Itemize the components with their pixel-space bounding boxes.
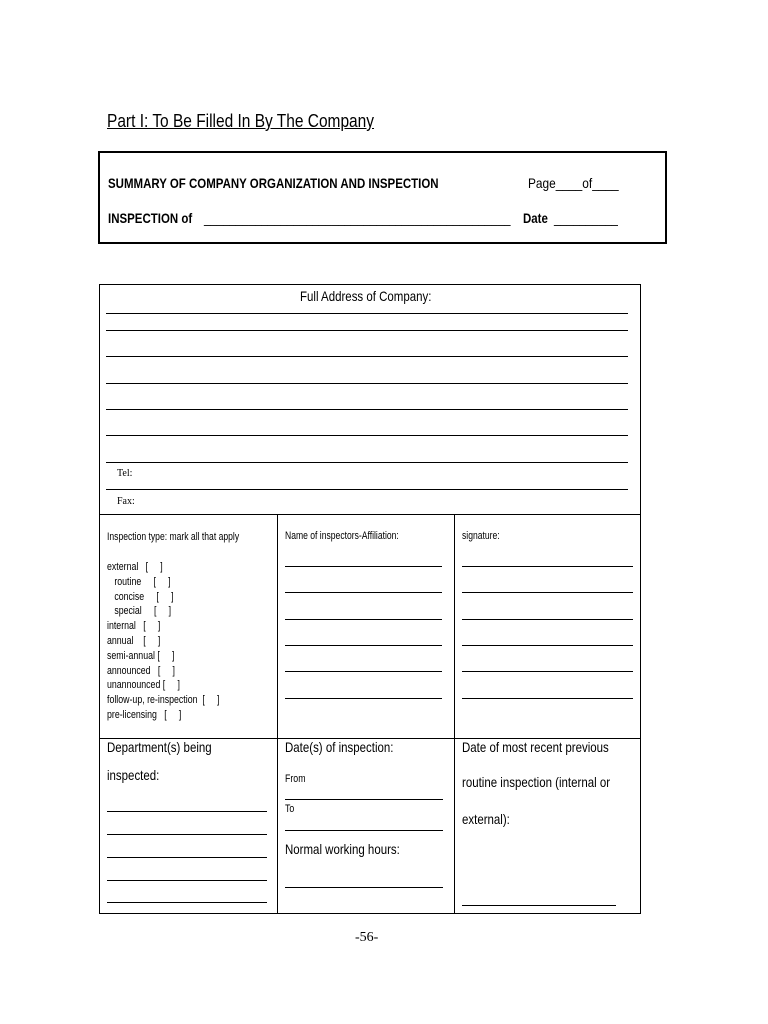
- column-divider: [454, 514, 455, 913]
- date-label: Date: [523, 210, 548, 226]
- department-line[interactable]: [107, 857, 267, 858]
- previous-inspection-date-line[interactable]: [462, 905, 616, 906]
- previous-inspection-label-3: external):: [462, 811, 510, 827]
- signature-line[interactable]: [462, 698, 633, 699]
- date-field[interactable]: __________: [554, 210, 618, 226]
- inspector-name-line[interactable]: [285, 671, 442, 672]
- summary-box: [98, 151, 667, 244]
- inspection-type-pre-licensing[interactable]: pre-licensing [ ]: [107, 708, 182, 721]
- department-line[interactable]: [107, 902, 267, 903]
- part-title: Part I: To Be Filled In By The Company: [107, 111, 375, 131]
- to-date-line[interactable]: [285, 830, 443, 831]
- inspection-type-unannounced[interactable]: unannounced [ ]: [107, 679, 180, 692]
- dates-heading: Date(s) of inspection:: [285, 739, 394, 755]
- company-details-table: [99, 284, 641, 914]
- fax-label: Fax:: [117, 496, 135, 507]
- inspection-of-field[interactable]: ________________________________________________: [204, 210, 511, 226]
- signature-line[interactable]: [462, 645, 633, 646]
- inspection-type-heading: Inspection type: mark all that apply: [107, 531, 240, 543]
- address-line[interactable]: [106, 330, 628, 331]
- address-heading: Full Address of Company:: [300, 288, 432, 304]
- inspection-type-list: [107, 560, 220, 723]
- inspection-type-internal[interactable]: internal [ ]: [107, 620, 161, 633]
- inspection-type-concise[interactable]: concise [ ]: [107, 590, 174, 603]
- inspection-type-external[interactable]: external [ ]: [107, 561, 163, 573]
- page-number: -56-: [355, 930, 379, 945]
- inspector-name-line[interactable]: [285, 592, 442, 593]
- from-label: From: [285, 773, 306, 785]
- inspection-type-follow-up[interactable]: follow-up, re-inspection [ ]: [107, 694, 220, 707]
- summary-title: SUMMARY OF COMPANY ORGANIZATION AND INSPECTION: [108, 175, 439, 191]
- inspector-name-line[interactable]: [285, 698, 442, 699]
- to-label: To: [285, 803, 295, 815]
- department-line[interactable]: [107, 834, 267, 835]
- inspectors-heading: Name of inspectors-Affiliation:: [285, 530, 399, 542]
- department-line[interactable]: [107, 811, 267, 812]
- column-divider: [277, 514, 278, 913]
- inspection-of-label: INSPECTION of: [108, 210, 193, 226]
- previous-inspection-label-2: routine inspection (internal or: [462, 774, 611, 790]
- signature-line[interactable]: [462, 671, 633, 672]
- address-line[interactable]: [106, 409, 628, 410]
- signature-line[interactable]: [462, 592, 633, 593]
- tel-line[interactable]: [106, 489, 628, 490]
- departments-label: Department(s) being: [107, 739, 212, 755]
- working-hours-label: Normal working hours:: [285, 841, 400, 857]
- address-line[interactable]: [106, 435, 628, 436]
- address-line[interactable]: [106, 356, 628, 357]
- page-of-field[interactable]: Page____of____: [528, 175, 619, 191]
- inspection-type-special[interactable]: special [ ]: [107, 605, 172, 618]
- inspection-type-annual[interactable]: annual [ ]: [107, 634, 161, 647]
- inspection-type-announced[interactable]: announced [ ]: [107, 664, 176, 677]
- department-line[interactable]: [107, 880, 267, 881]
- inspector-name-line[interactable]: [285, 645, 442, 646]
- address-line[interactable]: [106, 383, 628, 384]
- address-line[interactable]: [106, 313, 628, 314]
- row-divider: [100, 514, 640, 515]
- tel-label: Tel:: [117, 468, 133, 479]
- signature-line[interactable]: [462, 566, 633, 567]
- inspection-type-routine[interactable]: routine [ ]: [107, 575, 171, 588]
- inspection-type-semi-annual[interactable]: semi-annual [ ]: [107, 649, 175, 662]
- signature-heading: signature:: [462, 530, 500, 542]
- departments-label-2: inspected:: [107, 767, 160, 783]
- inspector-name-line[interactable]: [285, 619, 442, 620]
- address-line[interactable]: [106, 462, 628, 463]
- inspector-name-line[interactable]: [285, 566, 442, 567]
- signature-line[interactable]: [462, 619, 633, 620]
- from-date-line[interactable]: [285, 799, 443, 800]
- previous-inspection-label: Date of most recent previous: [462, 739, 609, 755]
- working-hours-line[interactable]: [285, 887, 443, 888]
